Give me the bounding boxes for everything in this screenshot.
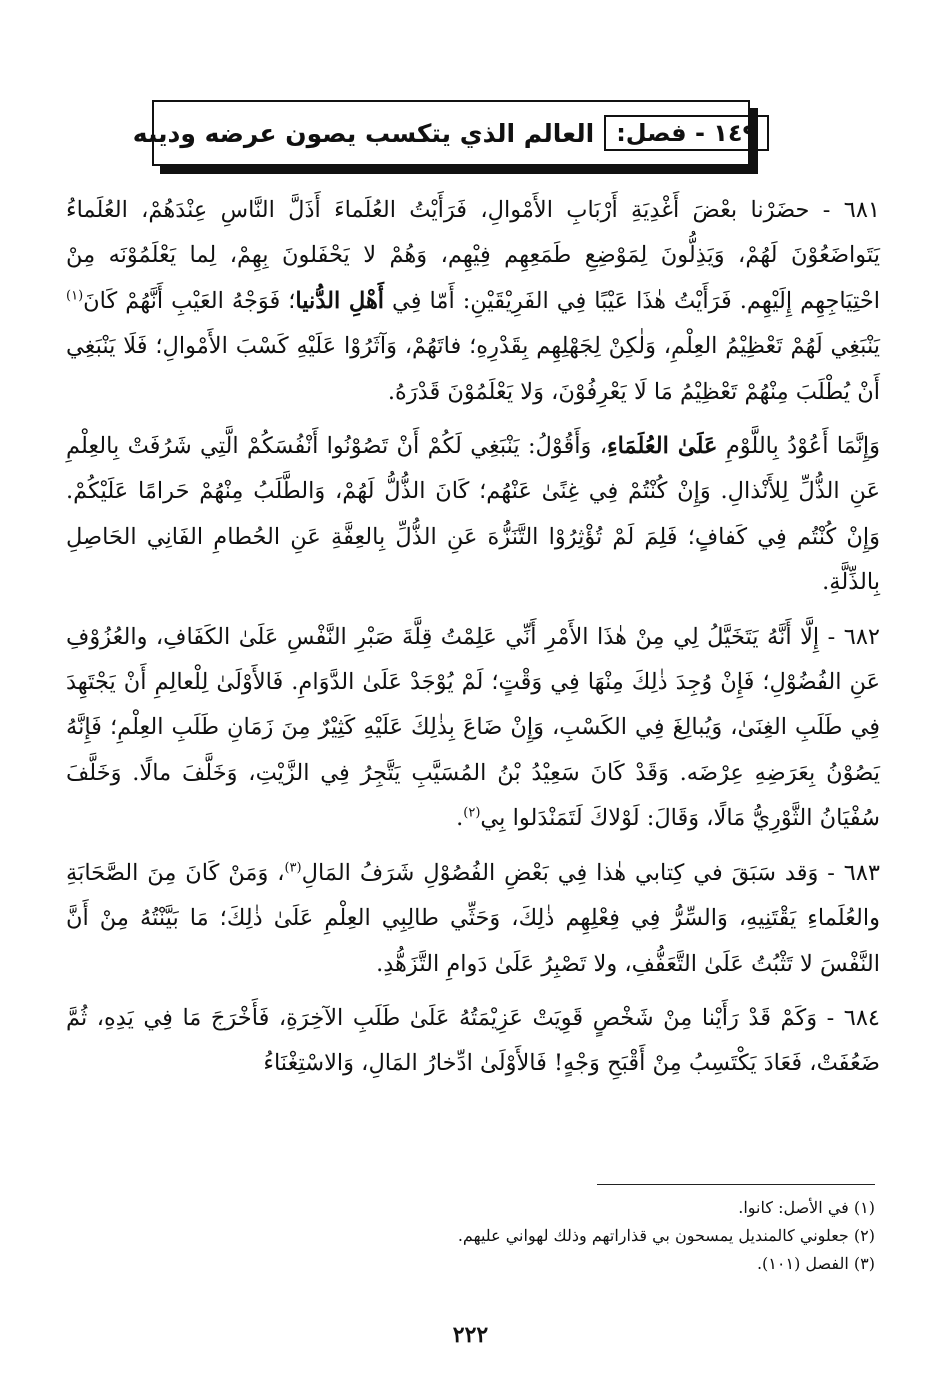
footnote-text: في الأصل: كانوا. [738,1198,854,1217]
footnote-marker: (٣) [284,860,302,876]
text-run: ، وَمَنْ كَانَ مِنَ الصَّحَابَةِ والعُلَماءِ يَقْتَنِيهِ، وَالسِّرُّ فِي فِعْلِهِم ذٰلِكَ، وَحَثِّي طالِبِي العِلْمِ عَلَىٰ ذٰلِكَ؛ مَا بَيَّنْتُهُ مِنْ أَنَّ النَّفْسَ لا تَثْبُتُ عَلَىٰ التَّعَفُّفِ، ولا تَصْبِرُ عَلَىٰ دَوامِ التَّزَهُّدِ. [66,859,880,977]
footnotes [65,1194,875,1278]
paragraph-number: ٦٨٢ - [827,623,880,650]
footnote-marker: (١) [66,288,84,304]
main-text [66,188,880,1096]
section-heading [132,100,760,176]
footnote [65,1194,875,1222]
heading-box [132,100,758,166]
footnote-divider [597,1184,875,1185]
text-run: ؛ فَوَجْهُ العَيْبِ أَنَّهُمْ كَانَ [83,287,296,314]
paragraph-number: ٦٨١ - [822,197,880,223]
paragraph [66,188,880,415]
paragraph-number: ٦٨٣ - [827,859,880,886]
bold-phrase: عَلَىٰ العُلَمَاءِ [607,433,718,460]
text-run: . [456,805,464,832]
paragraph [66,851,880,987]
bold-phrase: أَهْلِ الدُّنيا [295,287,385,314]
text-run: حضَرْنا بعْضَ أَغْدِيَةِ أَرْبَابِ الأَمْوالِ، فَرَأَيْتُ العُلَماءَ أَذَلَّ النَّاسِ عِنْدَهُمْ، العُلَماءُ يَتَواضَعُوْنَ لَهُمْ، وَيَذِلُّونَ لِمَوْضِعِ طَمَعِهِم فِيْهِم، وَهُمْ لا يَحْفَلونَ بِهِمْ، لِما يَعْلَمُوْنَه مِنْ احْتِيَاجِهِم إِلَيْهِم. فَرَأَيْتُ هٰذَا عَيْبًا فِي الفَرِيْقَيْنِ: أَمّا فِي [66,197,880,314]
paragraph [66,996,880,1087]
paragraph [66,424,880,606]
text-run: وَإِنَّمَا أَعُوْدُ بِاللَّوْمِ [717,433,881,460]
text-run: يَنْبَغِي لَهُمْ تَعْظِيْمُ العِلْمِ، وَلٰكِنْ لِجَهْلِهِم بِقَدْرِهِ؛ فاتَهُمْ، وَآثَرُوْا عَلَيْهِ كَسْبَ الأَمْوالِ؛ فَلَا يَنْبَغِي أَنْ يُطْلَبَ مِنْهُمْ تَعْظِيْمُ مَا لَا يَعْرِفُوْنَ، وَلا يَعْلَمُوْنَ قَدْرَهُ. [66,333,880,405]
footnote-marker: (٢) [463,805,481,821]
footnote-text: الفصل (١٠١). [756,1254,854,1273]
footnote [65,1250,875,1278]
text-run: ، وَأَقُوْلُ: يَنْبَغِي لَكُمْ أَنْ تَصُوْنُوا أَنْفُسَكُمْ الَّتِي شَرُفَتْ بِالعِلْمِ عَنِ الذُّلِّ لِلأَنْذالِ. وَإِنْ كُنْتُمْ فِي غِنًىٰ عَنْهُم؛ كَانَ الذُّلُّ لَهُمْ، وَالطَّلَبُ مِنْهُمْ حَرامًا عَلَيْكُمْ. وَإِنْ كُنْتُم فِي كَفافٍ؛ فَلِمَ لَمْ تُؤْثِرُوْا التَّنَزُّهَ عَنِ الذُّلِّ بِالعِفَّةِ عَنِ الحُطامِ الفَانِي الحَاصِلِ بِالذِّلَّةِ. [66,433,880,596]
section-label: ١٤٩ - فصل: [604,115,769,151]
footnote-text: جعلوني كالمنديل يمسحون بي قذاراتهم وذلك لهواني عليهم. [457,1226,854,1245]
footnote-number: (١) [853,1198,875,1217]
footnote-number: (٢) [853,1226,875,1245]
paragraph [66,615,880,842]
page-number: ٢٢٢ [452,1322,489,1348]
footnote [65,1222,875,1250]
text-run: وَقد سَبَقَ في كِتابي هٰذا فِي بَعْضِ الفُصُوْلِ شَرَفُ المَالِ [301,859,828,886]
section-title: العالم الذي يتكسب يصون عرضه ودينه [132,118,595,148]
paragraph-number: ٦٨٤ - [826,1004,880,1031]
text-run: وَكَمْ قَدْ رَأَيْنا مِنْ شَخْصٍ قَوِيَتْ عَزِيْمَتُهُ عَلَىٰ طَلَبِ الآخِرَةِ، فَأَخْرَجَ مَا فِي يَدِهِ، ثُمَّ ضَعُفَتْ، فَعَادَ يَكْتَسِبُ مِنْ أَقْبَحِ وَجْهٍ! فَالأَوْلَىٰ ادِّخارُ المَالِ، وَالاسْتِغْنَاءُ [66,1004,880,1077]
text-run: إِلَّا أَنَّهُ يَتَخَيَّلُ لِي مِنْ هٰذَا الأَمْرِ أَنِّي عَلِمْتُ قِلَّةَ صَبْرِ النَّفْسِ عَلَىٰ الكَفَافِ، والعُزُوْفِ عَنِ الفُضُوْلِ؛ فَإِنْ وُجِدَ ذٰلِكَ مِنْهَا فِي وَقْتٍ؛ لَمْ يُوْجَدْ عَلَىٰ الدَّوَامِ. فَالأَوْلَىٰ لِلْعالِمِ أَنْ يَجْتَهِدَ فِي طَلَبِ الغِنَىٰ، وَيُبالِغَ فِي الكَسْبِ، وَإِنْ ضَاعَ بِذٰلِكَ عَلَيْهِ كَثِيْرٌ مِنَ زَمَانِ طَلَبِ العِلْمِ؛ فَإِنَّهُ يَصُوْنُ بِعَرَضِهِ عِرْضَه. وَقَدْ كَانَ سَعِيْدُ بْنُ المُسَيَّبِ يَتَّجِرُ فِي الزَّيْتِ، وَخَلَّفَ مالًا. وَخَلَّفَ سُفْيَانُ الثَّوْرِيُّ مَالًا، وَقَالَ: لَوْلاكَ لَتَمَنْدَلوا بِي [66,623,880,832]
footnote-number: (٣) [853,1254,875,1273]
